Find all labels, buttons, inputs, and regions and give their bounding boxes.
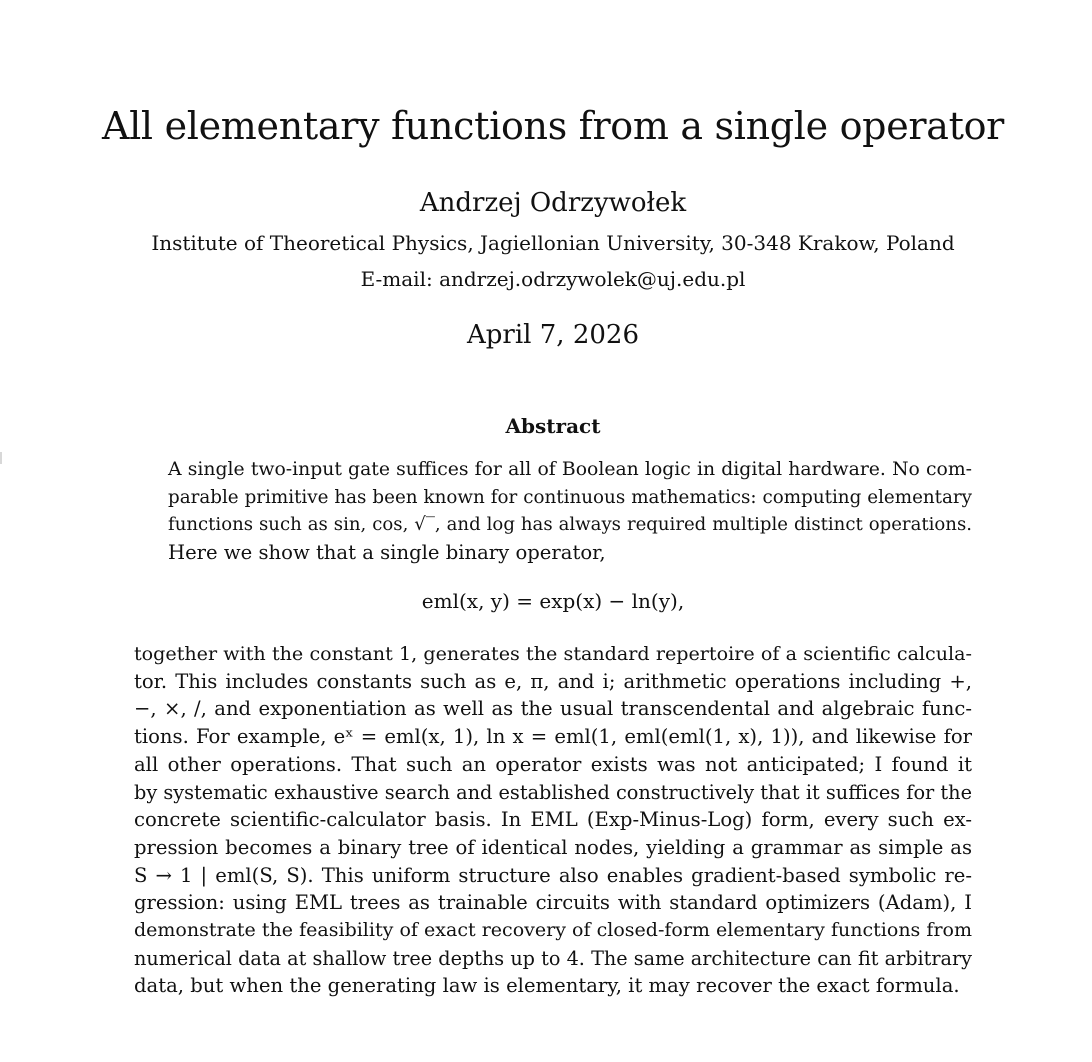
- abstract-paragraph-2: [134, 640, 972, 1000]
- abstract-line: all other operations. That such an operator exists was not anticipated; I found it: [134, 752, 972, 776]
- author-affiliation: Institute of Theoretical Physics, Jagiellonian University, 30-348 Krakow, Poland: [151, 231, 955, 255]
- paper-title: All elementary functions from a single operator: [101, 104, 1005, 148]
- abstract-line: parable primitive has been known for continuous mathematics: computing elementary: [168, 486, 972, 508]
- abstract-heading: Abstract: [505, 414, 601, 438]
- margin-mark: [0, 452, 2, 464]
- abstract-line: pression becomes a binary tree of identical nodes, yielding a grammar as simple as: [134, 835, 972, 859]
- abstract-line: data, but when the generating law is elementary, it may recover the exact formula.: [134, 974, 960, 998]
- abstract-line: −, ×, /, and exponentiation as well as the usual transcendental and algebraic func-: [134, 697, 972, 721]
- abstract-line: demonstrate the feasibility of exact recovery of closed-form elementary functions from: [134, 919, 972, 942]
- eml-equation: eml(x, y) = exp(x) − ln(y),: [421, 589, 685, 613]
- abstract-line: by systematic exhaustive search and established constructively that it suffices for the: [134, 780, 972, 804]
- abstract-line: concrete scientific-calculator basis. In EML (Exp-Minus-Log) form, every such ex-: [134, 808, 972, 832]
- paper-date: April 7, 2026: [467, 320, 639, 350]
- abstract-paragraph-1: [134, 456, 972, 567]
- abstract-line: S → 1 | eml(S, S). This uniform structure also enables gradient-based symbolic re-: [134, 863, 972, 887]
- abstract-line: tions. For example, eˣ = eml(x, 1), ln x = eml(1, eml(eml(1, x), 1)), and likewise for: [134, 725, 972, 749]
- abstract-line: Here we show that a single binary operator,: [168, 541, 606, 565]
- abstract-line: gression: using EML trees as trainable circuits with standard optimizers (Adam), I: [134, 891, 972, 915]
- abstract-line: tor. This includes constants such as e, π, and i; arithmetic operations including +,: [134, 669, 972, 693]
- abstract-line: together with the constant 1, generates the standard repertoire of a scientific calcula-: [134, 642, 972, 665]
- author-email: E-mail: andrzej.odrzywolek@uj.edu.pl: [360, 267, 746, 291]
- abstract-line: functions such as sin, cos, √‾, and log has always required multiple distinct operations.: [168, 514, 972, 536]
- author-name: Andrzej Odrzywołek: [419, 188, 687, 218]
- abstract-line: A single two-input gate suffices for all of Boolean logic in digital hardware. No com-: [168, 459, 972, 480]
- abstract-line: numerical data at shallow tree depths up to 4. The same architecture can fit arbitrary: [134, 946, 972, 970]
